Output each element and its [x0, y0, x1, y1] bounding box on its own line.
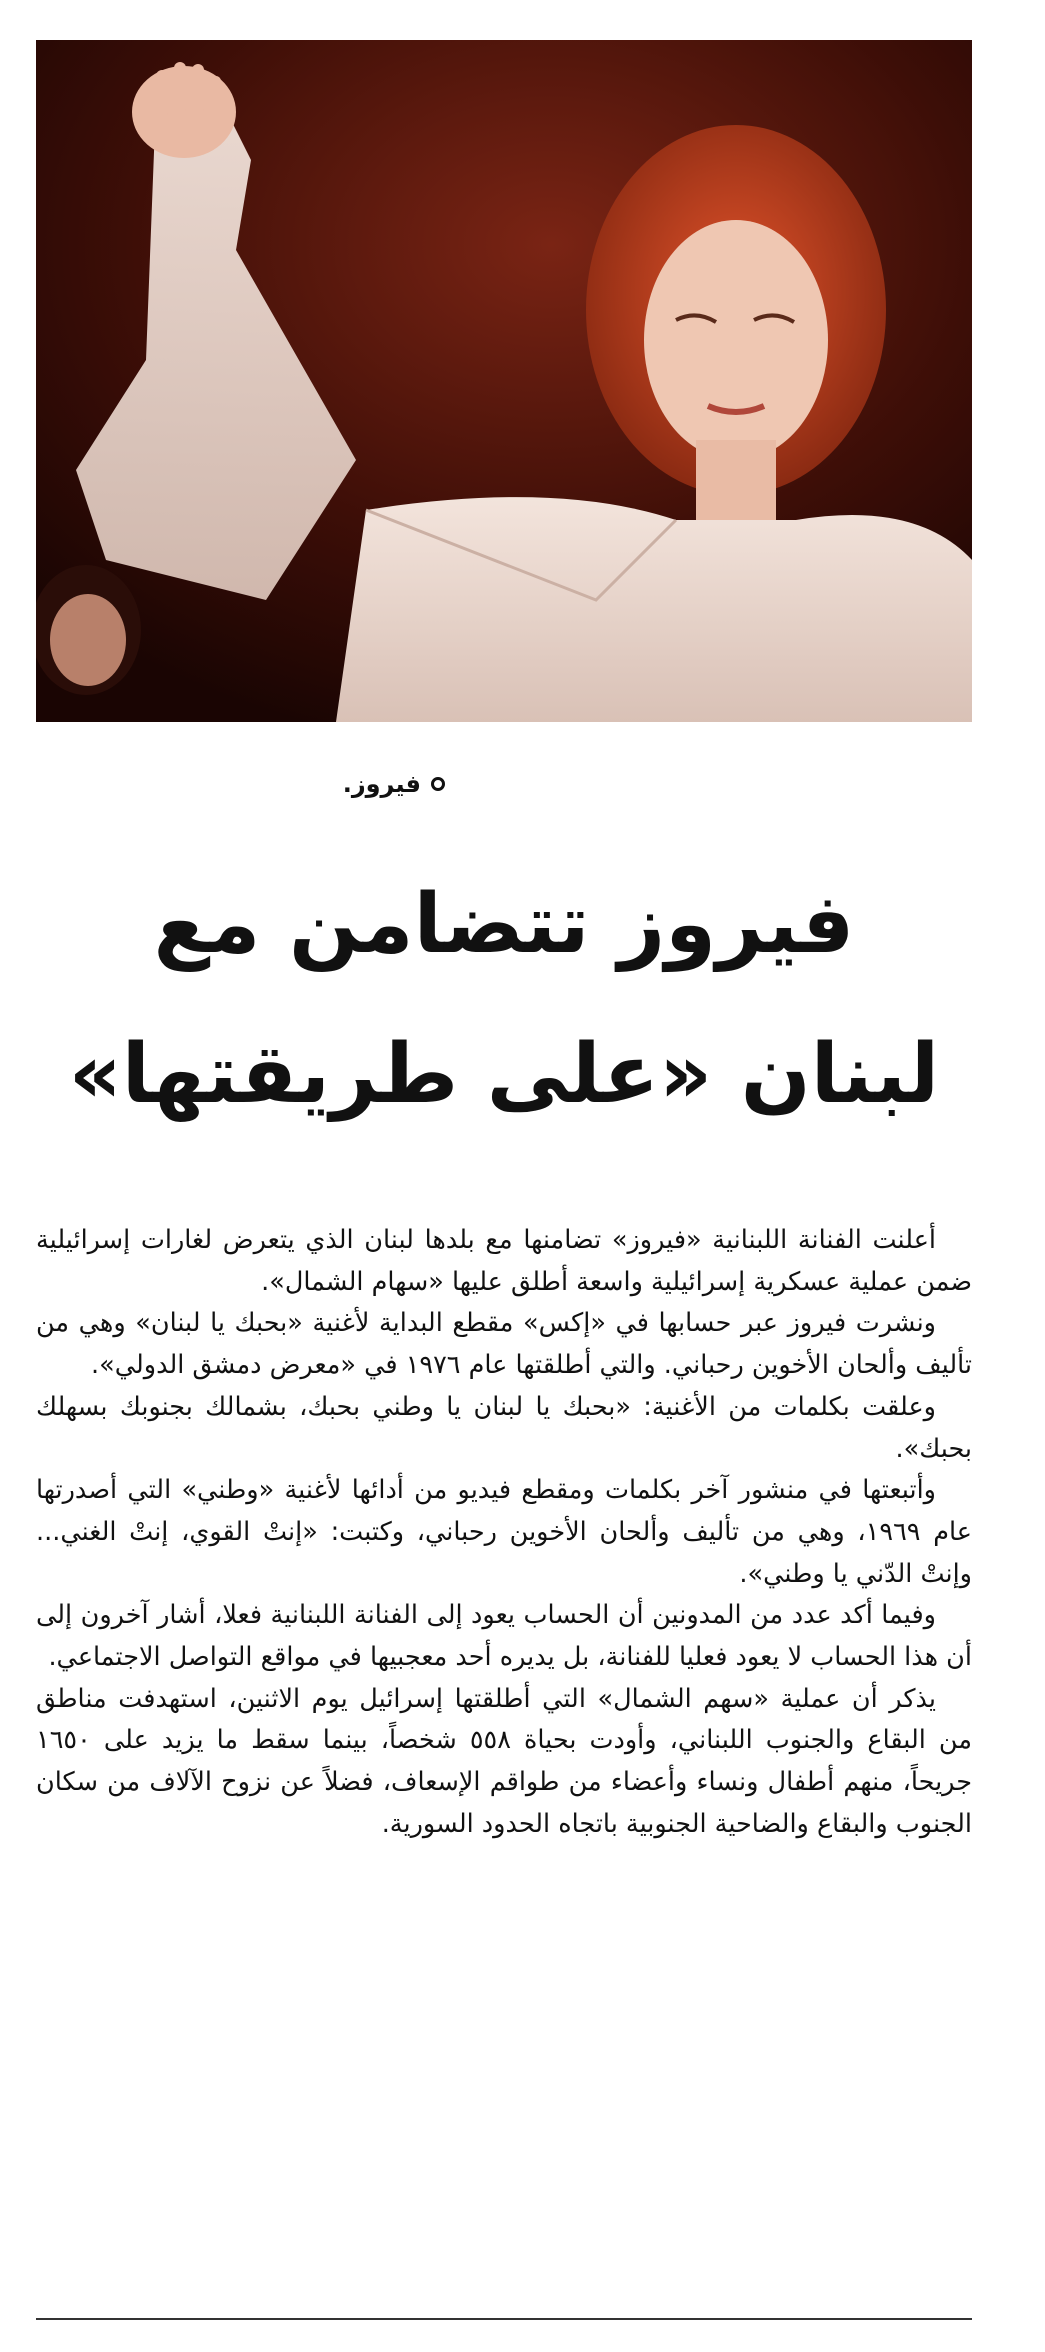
body-paragraph: أعلنت الفنانة اللبنانية «فيروز» تضامنها مع بلدها لبنان الذي يتعرض لغارات إسرائيلية ضمن عملية عسكرية إسرائيلية واسعة أطلق عليها «سهام الشمال». [36, 1225, 972, 1297]
photo-caption [185, 770, 445, 798]
article-body [36, 1220, 972, 1846]
article-headline [36, 850, 972, 1150]
headline-line-1: فيروز تتضامن مع [153, 877, 855, 972]
body-paragraph: وأتبعتها في منشور آخر بكلمات ومقطع فيديو من أدائها لأغنية «وطني» التي أصدرتها عام ١٩٦٩، وهي من تأليف وألحان الأخوين رحباني، وكتبت: «إنتْ القوي، إنتْ الغني... وإنتْ الدّني يا وطني». [36, 1475, 972, 1589]
bottom-divider [36, 2318, 972, 2320]
body-paragraph: وعلقت بكلمات من الأغنية: «بحبك يا لبنان يا وطني بحبك، بشمالك بجنوبك بسهلك بحبك». [36, 1391, 972, 1464]
article-photo [36, 40, 972, 722]
body-paragraph: وفيما أكد عدد من المدونين أن الحساب يعود إلى الفنانة اللبنانية فعلا، أشار آخرون إلى أن هذا الحساب لا يعود فعليا للفنانة، بل يديره أحد معجبيها في مواقع التواصل الاجتماعي. [36, 1600, 972, 1673]
body-paragraph: ونشرت فيروز عبر حسابها في «إكس» مقطع البداية لأغنية «بحبك يا لبنان» وهي من تأليف وألحان الأخوين رحباني. والتي أطلقتها عام ١٩٧٦ في «معرض دمشق الدولي». [36, 1308, 972, 1381]
body-paragraph: يذكر أن عملية «سهم الشمال» التي أطلقتها إسرائيل يوم الاثنين، استهدفت مناطق من البقاع والجنوب اللبناني، وأودت بحياة ٥٥٨ شخصاً، بينما سقط ما يزيد على ١٦٥٠ جريحاً، منهم أطفال ونساء وأعضاء من طواقم الإسعاف، فضلاً عن نزوح الآلاف من سكان الجنوب والبقاع والضاحية الجنوبية باتجاه الحدود السورية. [36, 1683, 972, 1839]
caption-text: فيروز. [342, 770, 421, 798]
caption-bullet-icon [431, 777, 445, 791]
singer-photo-illustration [36, 40, 972, 722]
headline-line-2: لبنان «على طريقتها» [68, 1027, 940, 1122]
